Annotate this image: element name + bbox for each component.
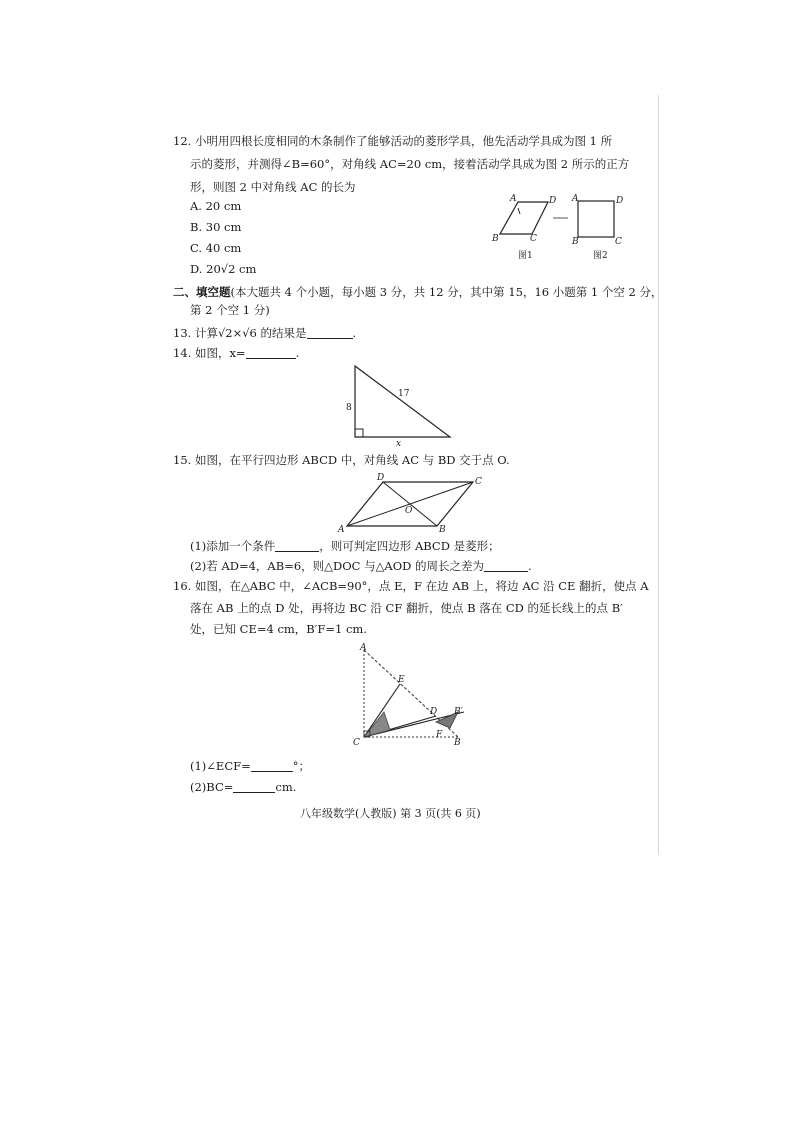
q16-sub2-blank[interactable]	[233, 780, 275, 793]
q13-text: 13. 计算√2×√6 的结果是	[173, 326, 307, 340]
fig2-label-a: A	[572, 194, 579, 204]
q12-option-b: B. 30 cm	[190, 220, 242, 234]
rhombus-shape	[500, 202, 548, 234]
fig1-label-b: B	[492, 234, 499, 244]
fig1-caption: 图1	[518, 251, 533, 261]
q16-fold-figure	[350, 642, 480, 750]
q16-sub1-text: (1)∠ECF=	[190, 759, 251, 773]
fig1-label-d: D	[549, 196, 557, 206]
page-footer: 八年级数学(人教版) 第 3 页(共 6 页)	[300, 807, 481, 820]
q13	[173, 325, 356, 341]
q12-figures	[480, 188, 640, 268]
q16-line2: 落在 AB 上的点 D 处，再将边 BC 沿 CF 翻折，使点 B 落在 CD 的延长线上的点 B′	[190, 601, 623, 615]
fig1-label-a: A	[510, 194, 517, 204]
q16-sub2	[190, 779, 296, 795]
q13-text-end: .	[352, 326, 357, 340]
q15-sub1	[190, 538, 500, 554]
q16-label-f: F	[436, 730, 443, 740]
q12-option-d: D. 20√2 cm	[190, 262, 257, 276]
square-shape	[578, 201, 614, 237]
q15-label-a: A	[338, 525, 345, 535]
q15-label-o: O	[405, 506, 413, 516]
q15-line1: 15. 如图，在平行四边形 ABCD 中，对角线 AC 与 BD 交于点 O.	[173, 453, 510, 467]
section2-heading: 二、填空题	[173, 285, 231, 299]
q16-line3: 处，已知 CE=4 cm，B′F=1 cm.	[190, 622, 367, 636]
q15-sub2	[190, 558, 532, 574]
q14-right-triangle	[340, 362, 460, 448]
fig2-label-b: B	[572, 237, 579, 247]
q15-sub2-text-end: .	[528, 559, 532, 573]
q12-line1: 12. 小明用四根长度相同的木条制作了能够活动的菱形学具，他先活动学具成为图 1 所	[173, 134, 613, 148]
q16-sub1-text-end: °；	[292, 759, 310, 773]
fig2-label-d: D	[616, 196, 624, 206]
fig2-caption: 图2	[593, 251, 608, 261]
q16-label-e: E	[398, 675, 405, 685]
q15-sub1-text-end: ，则可判定四边形 ABCD 是菱形；	[319, 539, 500, 553]
q15-label-b: B	[439, 525, 446, 535]
fig2-label-c: C	[615, 237, 622, 247]
q15-sub1-text: (1)添加一个条件	[190, 539, 276, 553]
q16-sub1	[190, 758, 310, 774]
section2-desc1: (本大题共 4 个小题，每小题 3 分，共 12 分，其中第 15，16 小题第 1 个空 2 分，	[230, 285, 663, 299]
q14-answer-blank[interactable]	[246, 346, 296, 359]
q14-leg-label: 8	[346, 403, 352, 413]
q14-base-label: x	[396, 439, 402, 449]
q14-text-end: .	[295, 346, 300, 360]
q16-label-b-prime: B′	[454, 707, 463, 717]
q16-line1: 16. 如图，在△ABC 中，∠ACB=90°，点 E，F 在边 AB 上，将边 AC 沿 CE 翻折，使点 A	[173, 579, 649, 593]
q14-text: 14. 如图，x=	[173, 346, 246, 360]
q15-label-c: C	[475, 477, 482, 487]
q16-sub2-text-end: cm.	[275, 780, 297, 794]
q15-sub1-blank[interactable]	[275, 539, 319, 552]
q12-option-c: C. 40 cm	[190, 241, 242, 255]
q12-line3: 形，则图 2 中对角线 AC 的长为	[190, 180, 356, 194]
section2-heading-line	[173, 284, 663, 300]
q12-line2: 示的菱形，并测得∠B=60°，对角线 AC=20 cm，接着活动学具成为图 2 所示的正方	[190, 157, 630, 171]
q16-label-d: D	[430, 707, 438, 717]
q15-parallelogram	[335, 470, 495, 536]
q13-answer-blank[interactable]	[307, 326, 353, 339]
q15-label-d: D	[377, 473, 385, 483]
q15-sub2-blank[interactable]	[484, 559, 528, 572]
q16-label-b: B	[454, 738, 461, 748]
q16-label-a: A	[360, 643, 367, 653]
q16-label-c: C	[353, 738, 360, 748]
q14	[173, 345, 299, 361]
q12-option-a: A. 20 cm	[190, 199, 242, 213]
section2-desc2: 第 2 个空 1 分)	[190, 303, 270, 317]
q14-hyp-label: 17	[398, 389, 410, 399]
page-edge-line	[658, 95, 659, 855]
q15-sub2-text: (2)若 AD=4，AB=6，则△DOC 与△AOD 的周长之差为	[190, 559, 485, 573]
q16-sub2-text: (2)BC=	[190, 780, 234, 794]
q16-sub1-blank[interactable]	[251, 759, 293, 772]
fig1-label-c: C	[530, 234, 537, 244]
